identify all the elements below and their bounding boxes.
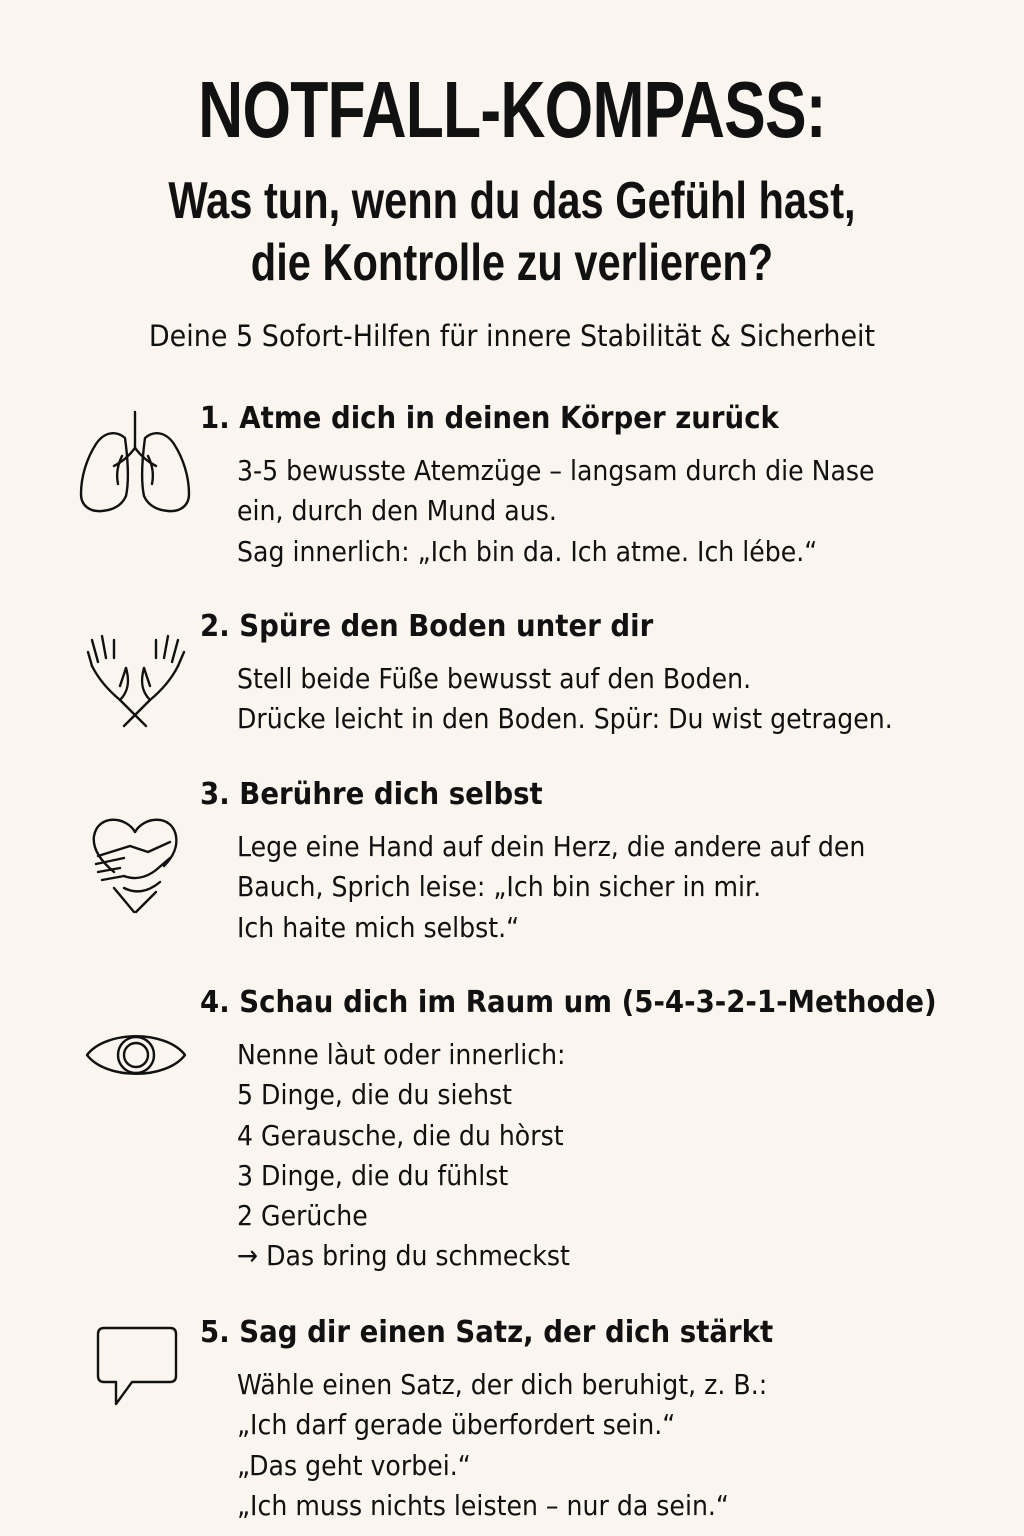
step-4-line: 4 Gerausche, die du hòrst bbox=[237, 1118, 564, 1152]
step-1-line: ein, durch den Mund aus. bbox=[237, 494, 557, 528]
subtitle-line-1: Was tun, wenn du das Gefühl hast, bbox=[168, 172, 856, 230]
step-3-line: Ich haite mich selbst.“ bbox=[237, 910, 520, 944]
step-5-line: „Ich muss nichts leisten – nur da sein.“ bbox=[237, 1488, 729, 1522]
subtitle-line-2: die Kontrolle zu verlieren? bbox=[250, 234, 774, 292]
speech-bubble-icon bbox=[94, 1324, 180, 1408]
step-4-title: 4. Schau dich im Raum um (5-4-3-2-1-Methode) bbox=[200, 985, 937, 1020]
step-1-body bbox=[237, 451, 875, 572]
step-4-body bbox=[237, 1035, 570, 1277]
tagline: Deine 5 Sofort-Hilfen für innere Stabilität & Sicherheit bbox=[148, 319, 876, 353]
step-4-line: 2 Gerüche bbox=[237, 1199, 368, 1233]
step-4-line: 3 Dinge, die du fühlst bbox=[237, 1158, 509, 1192]
step-4-line: Nenne làut oder innerlich: bbox=[237, 1038, 566, 1071]
step-5-body bbox=[237, 1365, 767, 1526]
step-1-line: 3-5 bewusste Atemzüge – langsam durch die Nase bbox=[237, 454, 875, 487]
step-3-title: 3. Berühre dich selbst bbox=[200, 777, 543, 812]
step-5-line: Wähle einen Satz, der dich beruhigt, z. B.: bbox=[237, 1368, 768, 1401]
step-3-line: Bauch, Sprich leise: „Ich bin sicher in mir. bbox=[237, 870, 762, 904]
step-5-line: „Das geht vorbei.“ bbox=[237, 1448, 471, 1482]
step-2-line: Drücke leicht in den Boden. Spür: Du wist getragen. bbox=[237, 702, 893, 736]
step-1-line: Sag innerlich: „Ich bin da. Ich atme. Ich lébe.“ bbox=[237, 534, 818, 568]
eye-icon bbox=[84, 1024, 188, 1086]
step-2-title: 2. Spüre den Boden unter dir bbox=[200, 609, 654, 644]
step-5-line: „Ich darf gerade überfordert sein.“ bbox=[237, 1408, 676, 1442]
step-2-line: Stell beide Füße bewusst auf den Boden. bbox=[237, 662, 752, 695]
step-3-body bbox=[237, 827, 865, 948]
step-2-body bbox=[237, 659, 893, 740]
step-5-title: 5. Sag dir einen Satz, der dich stärkt bbox=[200, 1315, 774, 1350]
step-4-line: → Das bring du schmeckst bbox=[237, 1239, 570, 1273]
step-3-line: Lege eine Hand auf dein Herz, die andere auf den bbox=[237, 830, 866, 863]
step-4-line: 5 Dinge, die du siehst bbox=[237, 1078, 513, 1112]
crossed-hands-icon bbox=[84, 630, 188, 734]
page-subtitle bbox=[102, 170, 921, 294]
heart-hands-icon bbox=[90, 812, 180, 916]
step-1-title: 1. Atme dich in deinen Körper zurück bbox=[200, 401, 779, 436]
lungs-icon bbox=[78, 408, 192, 516]
page-title: NOTFALL-KOMPASS: bbox=[198, 65, 826, 154]
